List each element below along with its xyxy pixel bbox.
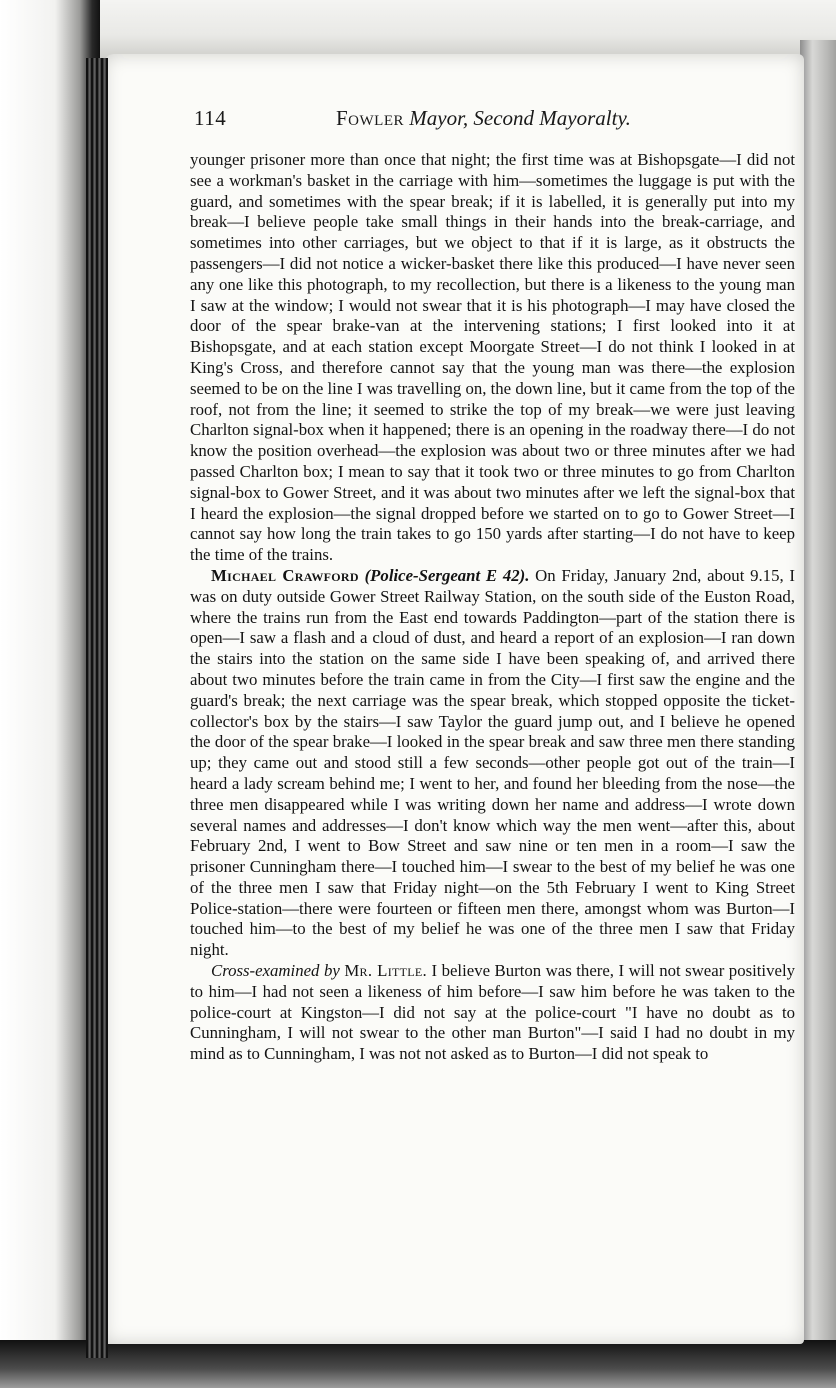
cross-examination-text: I believe Burton was there, I will not swear positively to him—I had not seen a likeness of him before—I saw him before he was taken to the police-court at Kingston—I did not say at the police-court "I have no doubt as to Cunningham, I will not swear to the other man Burton"—I said I had no doubt in my mind as to Cunningham, I was not not asked as to Burton—I did not speak to bbox=[190, 961, 795, 1064]
witness-name: Michael Crawford bbox=[211, 565, 359, 585]
book-right-edge bbox=[800, 40, 836, 1388]
running-title bbox=[336, 106, 631, 131]
scan-left-margin bbox=[0, 0, 100, 1388]
title-rest: Mayor, Second Mayoralty. bbox=[409, 106, 631, 130]
body-text bbox=[190, 150, 795, 1065]
book-bottom-edge bbox=[0, 1340, 836, 1388]
scan-top-margin bbox=[0, 0, 836, 58]
witness-rank: (Police-Sergeant E 42). bbox=[364, 565, 530, 585]
paragraph-cross-examination bbox=[190, 961, 795, 1065]
testimony-text: On Friday, January 2nd, about 9.15, I was on duty outside Gower Street Railway Station, on the south side of the Euston Road, where the trains run from the East end towards Paddington—part of the station there is open—I saw a flash and a cloud of dust, and heard a report of an explosion—I ran down the stairs into the station on the same side I have been speaking of, and arrived there about two minutes before the train came in from the City—I first saw the engine and the guard's break; the next carriage was the spear break, which stopped opposite the ticket-collector's box by the stairs—I saw Taylor the guard jump out, and I believe he opened the door of the spear brake—I looked in the spear break and saw three men there standing up; they came out and stood still a few seconds—other people got out of the train—I heard a lady scream behind me; I went to her, and found her bleeding from the nose—the three men disappeared while I was writing down her name and address—I wrote down several names and addresses—I don't know which way the men went—after this, about February 2nd, I went to Bow Street and saw nine or ten men in a room—I saw the prisoner Cunningham there—I touched him—I swear to the best of my belief he was one of the three men I saw that Friday night—on the 5th February I went to King Street Police-station—there were fourteen or fifteen men there, amongst whom was Burton—I touched him—to the best of my belief he was one of the three men I saw that Friday night. bbox=[190, 565, 795, 960]
counsel-name: Mr. Little. bbox=[344, 961, 427, 981]
title-surname: Fowler bbox=[336, 106, 404, 130]
paragraph-crawford-testimony bbox=[190, 566, 795, 961]
cross-examined-label: Cross-examined by bbox=[211, 961, 340, 981]
paragraph-continued-testimony: younger prisoner more than once that night; the first time was at Bishopsgate—I did not see a workman's basket in the carriage with him—sometimes the luggage is put with the guard, and sometimes with the spear break; if it is labelled, it is generally put into my break—I believe people take small things in their hands into the break-carriage, and sometimes into other carriages, but we object to that if it is large, as it obstructs the passengers—I did not notice a wicker-basket there like this produced—I have never seen any one like this photograph, to my recollection, but there is a likeness to the young man I saw at the window; I would not swear that it is his photograph—I may have closed the door of the spear brake-van at the intervening stations; I first looked into it at Bishopsgate, and at each station except Moorgate Street—I do not think I looked in at King's Cross, and therefore cannot say that the young man was there—the explosion seemed to be on the line I was travelling on, the down line, but it came from the top of the roof, not from the line; it seemed to strike the top of my break—we were just leaving Charlton signal-box when it happened; there is an opening in the roadway there—I do not know the position overhead—the explosion was about two or three minutes after we had passed Charlton box; I mean to say that it took two or three minutes to go from Charlton signal-box to Gower Street, and it was about two minutes after we left the signal-box that I heard the explosion—the signal dropped before we started on to go to Gower Street—I cannot say how long the train takes to go 150 yards after starting—I do not have to keep the time of the trains. bbox=[190, 150, 795, 565]
running-header bbox=[194, 106, 774, 136]
book-page bbox=[104, 54, 804, 1344]
book-spine-edge bbox=[86, 58, 108, 1358]
page-number: 114 bbox=[194, 106, 227, 130]
